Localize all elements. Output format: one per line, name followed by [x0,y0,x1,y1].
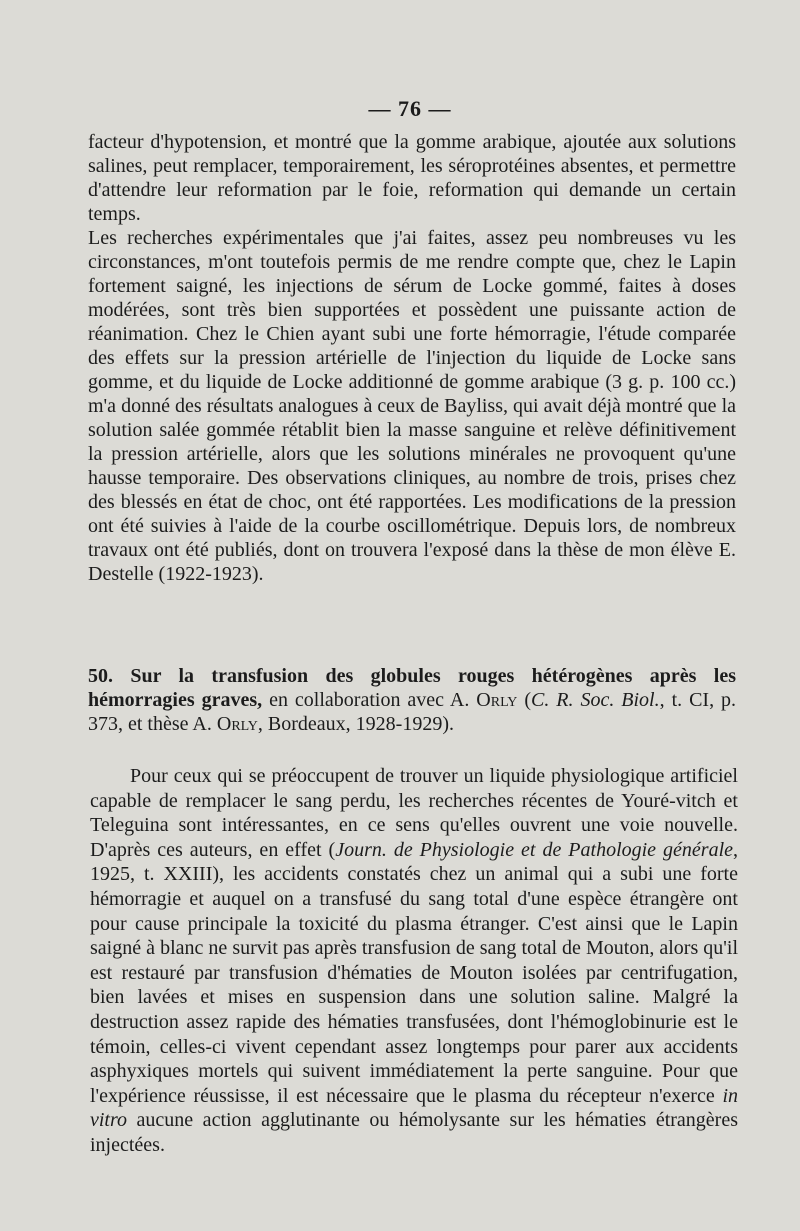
ref-volume: , t. CI, p. 373, et thèse A. [88,689,737,735]
section-title: 50. Sur la transfusion des globules rouges hétérogènes après les hémorragies graves, [88,665,736,711]
thesis-rest: , Bordeaux, 1928-1929). [257,713,454,735]
paragraph-3 [90,764,738,1158]
paragraph-3-part-3: aucune action agglutinante ou hémolysante sur les hématies étrangères injectées. [90,1109,738,1156]
section-50-heading [88,664,736,736]
paragraph-3-part-1: Pour ceux qui se préoccupent de trouver un liquide physiologique artificiel capable de remplacer le sang perdu, les recherches récentes de Youré-vitch et Teleguina sont intéressantes, en ce sens qu'elles ouvrent une voie nouvelle. D'après ces auteurs, en effet ( [90,765,738,861]
ref-journal: C. R. Soc. Biol. [530,689,660,711]
collab-prefix: en collaboration avec A. [269,689,470,711]
collab-name: Orly [476,689,518,711]
ref-open: ( [524,689,531,711]
page-number: — 76 — [368,96,452,121]
paragraph-3-block [90,764,738,1158]
paragraph-2: Les recherches expérimentales que j'ai faites, assez peu nombreuses vu les circonstances, m'ont toutefois permis de me rendre compte que, chez le Lapin fortement saigné, les injections de sérum de Locke gommé, faites à doses modérées, sont très bien supportées et possèdent une puissante action de réanimation. Chez le Chien ayant subi une forte hémorragie, l'étude comparée des effets sur la pression artérielle de l'injection du liquide de Locke sans gomme, et du liquide de Locke additionné de gomme arabique (3 g. p. 100 cc.) m'a donné des résultats analogues à ceux de Bayliss, qui avait déjà montré que la solution salée gommée rétablit bien la masse sanguine et relève définitivement la pression artérielle, alors que les solutions minérales ne provoquent qu'une hausse temporaire. Des observations cliniques, au nombre de trois, prises chez des blessés en état de choc, ont été rapportées. Les modifications de la pression ont été suivies à l'aide de la courbe oscillométrique. Depuis lors, de nombreux travaux ont été publiés, dont on trouvera l'exposé dans la thèse de mon élève E. Destelle (1922-1923). [88,227,736,585]
body-text [88,130,736,586]
in-vitro-term: in vitro [90,1084,738,1132]
paragraph-1: facteur d'hypotension, et montré que la gomme arabique, ajoutée aux solutions salines, peut remplacer, temporairement, les sérоprotéines absentes, et permettre d'attendre leur reformation par le foie, reformation qui demande un certain temps. [88,131,736,225]
paragraph-3-part-2: , 1925, t. XXIII), les accidents constatés chez un animal qui a subi une forte hémorragie et auquel on a transfusé du sang total d'une espèce étrangère ont pour cause principale la toxicité du plasma étranger. C'est ainsi que le Lapin saigné à blanc ne survit pas après transfusion de sang total de Mouton, alors qu'il est restauré par transfusion d'hématies de Mouton isolées par centrifugation, bien lavées et mises en suspension dans une solution saline. Malgré la destruction assez rapide des hématies transfusées, dont l'hémoglobinurie est le témoin, celles-ci vivent cependant assez longtemps pour parer aux accidents asphyxiques mortels qui suivent immédiatement la perte sanguine. Pour que l'expérience réussisse, il est nécessaire que le plasma du récepteur n'exerce [90,838,738,1107]
journal-citation: Journ. de Physiologie et de Pathologie générale [335,838,733,861]
thesis-name: Orly [216,713,258,735]
